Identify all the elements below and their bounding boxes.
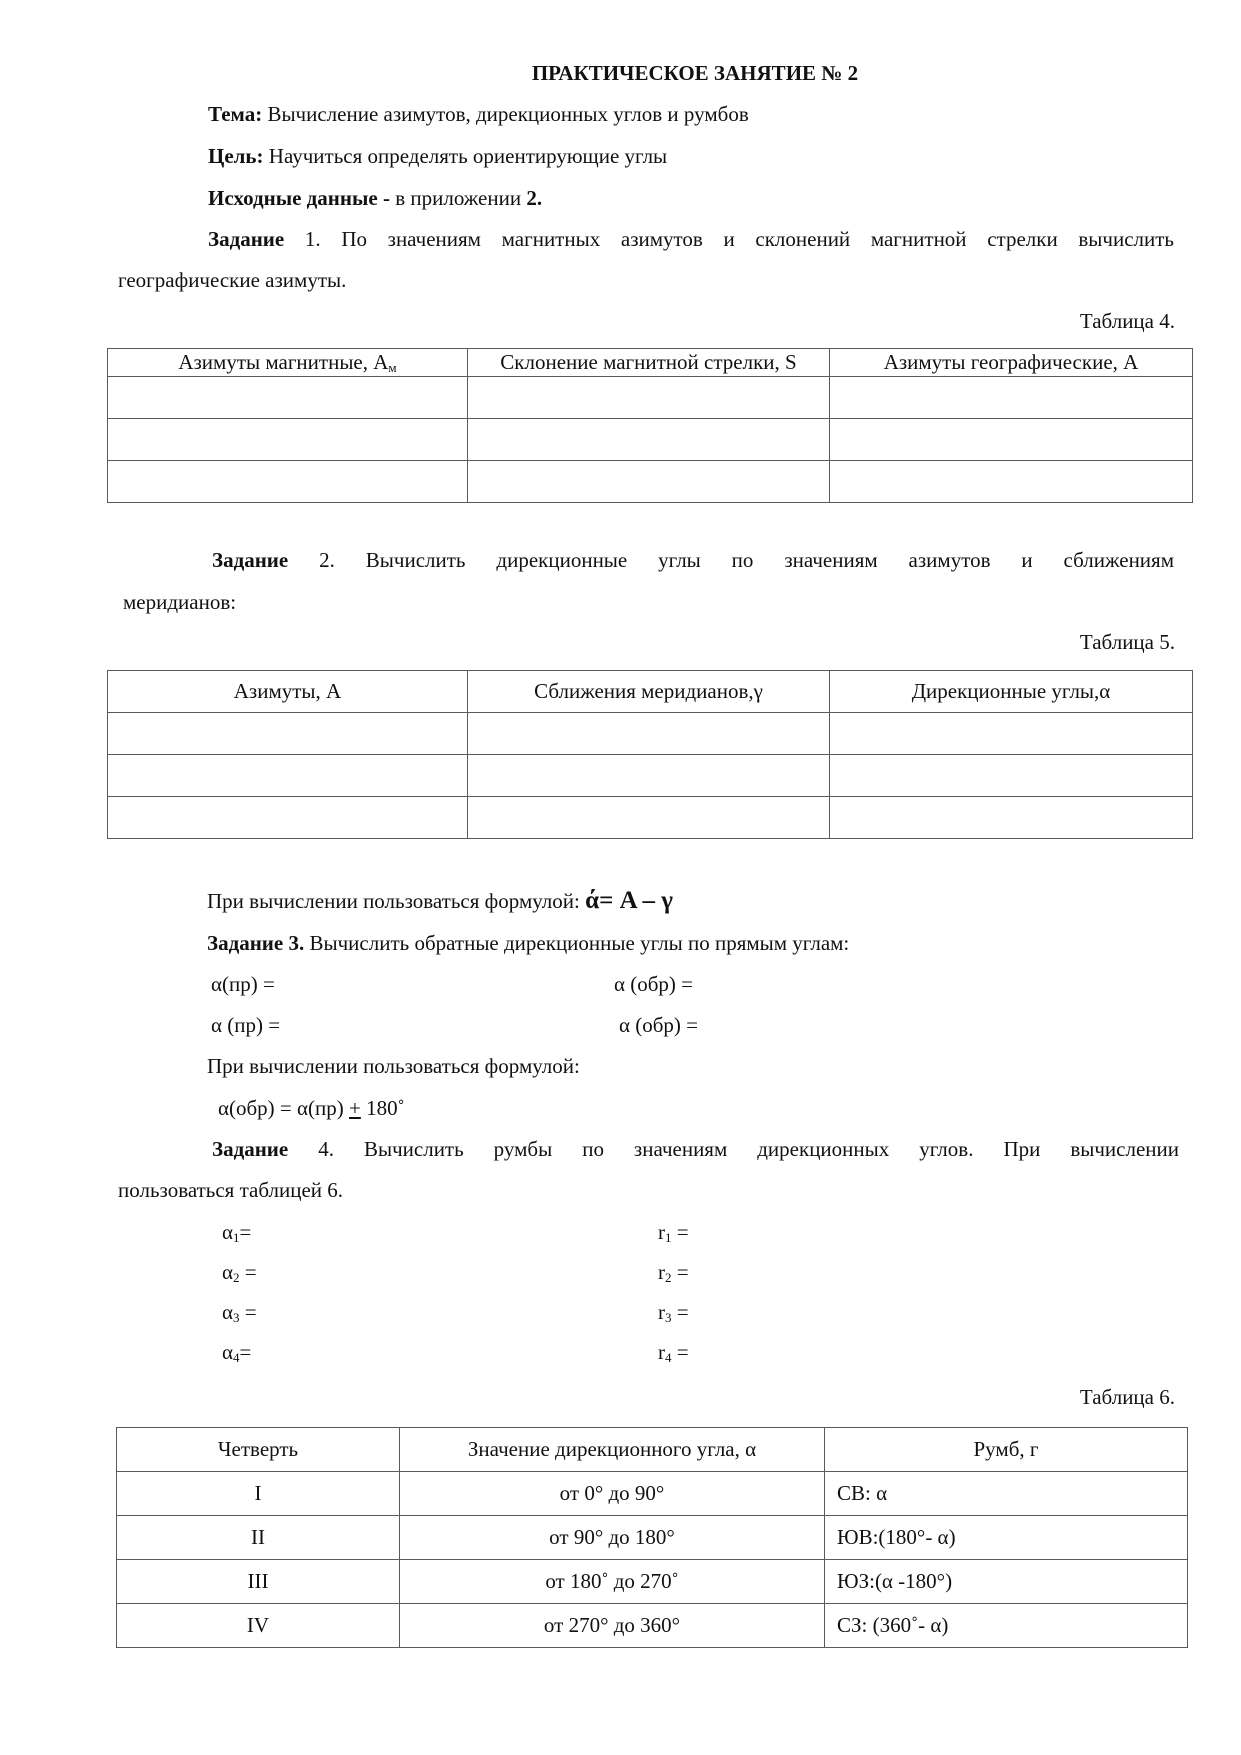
page-title: ПРАКТИЧЕСКОЕ ЗАНЯТИЕ № 2 bbox=[531, 61, 859, 85]
table6-header: Четверть bbox=[117, 1428, 400, 1472]
formula1-text: При вычислении пользоваться формулой: bbox=[207, 889, 586, 913]
table4-header: Азимуты магнитные, $А_м$ bbox=[108, 349, 468, 377]
quarter-cell: I bbox=[117, 1472, 400, 1516]
rumb-1: $r_1$ = bbox=[658, 1220, 689, 1245]
table4-caption: Таблица 4. bbox=[1079, 309, 1175, 333]
formula2-intro: При вычислении пользоваться формулой: bbox=[207, 1054, 580, 1078]
source-data-text: в приложении bbox=[389, 186, 527, 210]
table5-cell[interactable] bbox=[108, 713, 468, 755]
formula1-line bbox=[207, 888, 673, 913]
table4 bbox=[107, 348, 1193, 503]
table4-cell[interactable] bbox=[108, 419, 468, 461]
angle-range-cell: от 0° до 90° bbox=[400, 1472, 825, 1516]
table5-cell[interactable] bbox=[108, 797, 468, 839]
task1-label: Задание bbox=[208, 227, 285, 251]
source-data-label: Исходные данные - bbox=[208, 186, 390, 210]
task3-label: Задание 3. bbox=[207, 931, 305, 955]
table4-cell[interactable] bbox=[830, 377, 1193, 419]
task3-row1-right: α (обр) = bbox=[614, 972, 694, 996]
table4-cell[interactable] bbox=[468, 461, 830, 503]
table-row bbox=[108, 713, 1193, 755]
alpha-1: $\alpha_1=$ bbox=[222, 1220, 252, 1245]
table5-header-row bbox=[108, 671, 1193, 713]
table4-cell[interactable] bbox=[830, 419, 1193, 461]
topic-text: Вычисление азимутов, дирекционных углов и румбов bbox=[262, 102, 749, 126]
table5-cell[interactable] bbox=[830, 713, 1193, 755]
table-row bbox=[117, 1516, 1188, 1560]
table-row bbox=[108, 377, 1193, 419]
rumb-3: $r_3$ = bbox=[658, 1300, 689, 1325]
rumb-formula-cell: СВ: α bbox=[825, 1472, 1188, 1516]
task1-line1 bbox=[208, 229, 1174, 250]
table5-cell[interactable] bbox=[468, 755, 830, 797]
table5-cell[interactable] bbox=[468, 797, 830, 839]
quarter-cell: III bbox=[117, 1560, 400, 1604]
table4-header: Азимуты географические, А bbox=[830, 349, 1193, 377]
task2-line1 bbox=[212, 550, 1174, 571]
alpha-3: $\alpha_3$ = bbox=[222, 1300, 257, 1325]
source-data-line bbox=[208, 188, 542, 209]
alpha-2: $\alpha_2$ = bbox=[222, 1260, 257, 1285]
table-row bbox=[108, 461, 1193, 503]
table5-header: Сближения меридианов,γ bbox=[468, 671, 830, 713]
task2-line2: меридианов: bbox=[123, 590, 237, 614]
table4-cell[interactable] bbox=[468, 419, 830, 461]
task4-label: Задание bbox=[212, 1137, 289, 1161]
table4-cell[interactable] bbox=[108, 461, 468, 503]
rumb-formula-cell: ЮЗ:(α -180°) bbox=[825, 1560, 1188, 1604]
table6-header: Румб, г bbox=[825, 1428, 1188, 1472]
table5-cell[interactable] bbox=[830, 755, 1193, 797]
task4-line2: пользоваться таблицей 6. bbox=[118, 1178, 344, 1202]
table5-header: Дирекционные углы,α bbox=[830, 671, 1193, 713]
table4-header: Склонение магнитной стрелки, S bbox=[468, 349, 830, 377]
task2-text: 2. Вычислить дирекционные углы по значениям азимутов и сближениям bbox=[288, 548, 1174, 572]
topic-label: Тема: bbox=[208, 102, 263, 126]
formula2-expression: α(обр) = α(пр) + 180˚ bbox=[218, 1096, 405, 1120]
rumb-2: $r_2$ = bbox=[658, 1260, 689, 1285]
goal-line bbox=[208, 146, 667, 167]
quarter-cell: IV bbox=[117, 1604, 400, 1648]
goal-label: Цель: bbox=[208, 144, 264, 168]
table4-header-row bbox=[108, 349, 1193, 377]
task1-line2: географические азимуты. bbox=[118, 268, 347, 292]
table4-cell[interactable] bbox=[108, 377, 468, 419]
task4-text: 4. Вычислить румбы по значениям дирекционных углов. При вычислении bbox=[288, 1137, 1179, 1161]
table-row bbox=[117, 1472, 1188, 1516]
table-row bbox=[117, 1604, 1188, 1648]
task3-row2-left: α (пр) = bbox=[211, 1013, 281, 1037]
task3-row1-left: α(пр) = bbox=[211, 972, 275, 996]
table5-caption: Таблица 5. bbox=[1079, 630, 1175, 654]
alpha-4: $\alpha_4=$ bbox=[222, 1340, 252, 1365]
task1-text: 1. По значениям магнитных азимутов и склонений магнитной стрелки вычислить bbox=[284, 227, 1174, 251]
topic-line bbox=[208, 104, 749, 125]
angle-range-cell: от 270° до 360° bbox=[400, 1604, 825, 1648]
table4-cell[interactable] bbox=[468, 377, 830, 419]
table-row bbox=[117, 1560, 1188, 1604]
goal-text: Научиться определять ориентирующие углы bbox=[263, 144, 668, 168]
angle-range-cell: от 180˚ до 270˚ bbox=[400, 1560, 825, 1604]
table-row bbox=[108, 797, 1193, 839]
angle-range-cell: от 90° до 180° bbox=[400, 1516, 825, 1560]
table4-cell[interactable] bbox=[830, 461, 1193, 503]
table5-header: Азимуты, А bbox=[108, 671, 468, 713]
table-row bbox=[108, 755, 1193, 797]
table-row bbox=[108, 419, 1193, 461]
task2-label: Задание bbox=[212, 548, 289, 572]
table5 bbox=[107, 670, 1193, 839]
table5-cell[interactable] bbox=[468, 713, 830, 755]
source-data-num: 2. bbox=[526, 186, 543, 210]
rumb-formula-cell: СЗ: (360˚- α) bbox=[825, 1604, 1188, 1648]
table6-header-row bbox=[117, 1428, 1188, 1472]
rumb-4: $r_4$ = bbox=[658, 1340, 689, 1365]
formula1-expression: ά= A – γ bbox=[585, 887, 673, 914]
table5-cell[interactable] bbox=[830, 797, 1193, 839]
table6-caption: Таблица 6. bbox=[1079, 1385, 1175, 1409]
rumb-formula-cell: ЮВ:(180°- α) bbox=[825, 1516, 1188, 1560]
task3-text: Вычислить обратные дирекционные углы по прямым углам: bbox=[304, 931, 850, 955]
task4-line1 bbox=[212, 1139, 1179, 1160]
table6-header: Значение дирекционного угла, α bbox=[400, 1428, 825, 1472]
task3-line bbox=[207, 933, 849, 954]
table6 bbox=[116, 1427, 1188, 1648]
table5-cell[interactable] bbox=[108, 755, 468, 797]
task3-row2-right: α (обр) = bbox=[619, 1013, 699, 1037]
quarter-cell: II bbox=[117, 1516, 400, 1560]
